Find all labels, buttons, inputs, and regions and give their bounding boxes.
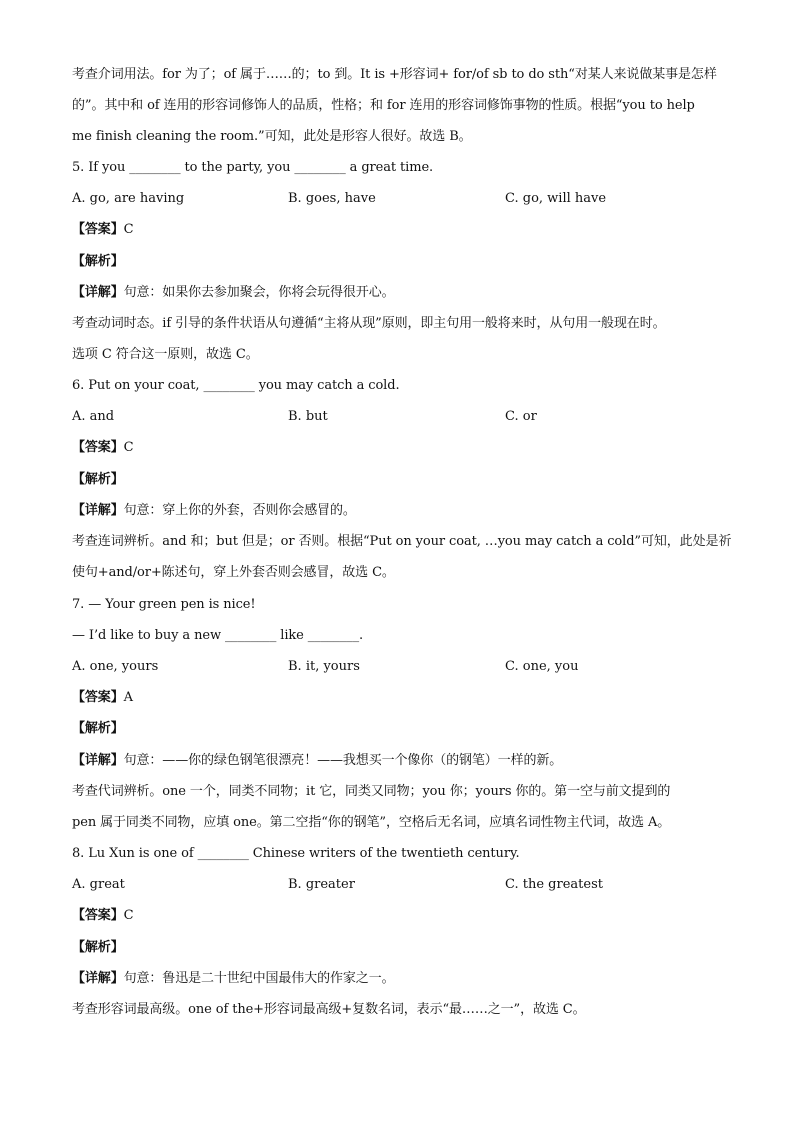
option-c: C. or: [505, 409, 537, 424]
question-7-explain-2: pen 属于同类不同物，应填 one。第二空指“你的钢笔”，空格后无名词，应填名词性物主代词，故选 A。: [72, 815, 671, 830]
analysis-tag: 【解析】: [72, 254, 124, 269]
option-a: A. one, yours: [72, 659, 159, 674]
question-8-detail: [72, 970, 722, 988]
detail-tag: 【详解】: [72, 503, 124, 518]
answer-tag: 【答案】: [72, 440, 124, 455]
question-7-stem-2: — I’d like to buy a new ________ like ________.: [72, 628, 364, 643]
question-7-analysis-tag: [72, 720, 722, 738]
question-7-stem-1: 7. — Your green pen is nice!: [72, 597, 256, 612]
option-a: A. great: [72, 877, 125, 892]
detail-text: 句意：鲁迅是二十世纪中国最伟大的作家之一。: [123, 971, 395, 986]
question-8-options: [72, 876, 732, 894]
question-8-answer: [72, 907, 722, 925]
option-b: B. it, yours: [288, 659, 360, 674]
question-6-detail: [72, 502, 722, 520]
question-8-stem: 8. Lu Xun is one of ________ Chinese writers of the twentieth century.: [72, 846, 520, 861]
option-c: C. one, you: [505, 659, 579, 674]
question-6-analysis-tag: [72, 471, 722, 489]
option-b: B. goes, have: [288, 191, 376, 206]
question-6-stem: 6. Put on your coat, ________ you may catch a cold.: [72, 378, 400, 393]
analysis-tag: 【解析】: [72, 472, 124, 487]
option-b: B. greater: [288, 877, 355, 892]
detail-tag: 【详解】: [72, 285, 124, 300]
detail-text: 句意：如果你去参加聚会，你将会玩得很开心。: [123, 285, 395, 300]
analysis-tag: 【解析】: [72, 721, 124, 736]
detail-tag: 【详解】: [72, 971, 124, 986]
question-6-explain-1: 考查连词辨析。and 和；but 但是；or 否则。根据“Put on your coat, …you may catch a cold”可知，此处是祈: [72, 534, 732, 549]
question-6-answer: [72, 439, 722, 457]
option-b: B. but: [288, 409, 328, 424]
question-6-explain-2: 使句+and/or+陈述句，穿上外套否则会感冒，故选 C。: [72, 565, 395, 580]
answer-value: C: [123, 440, 134, 455]
question-7-detail: [72, 752, 722, 770]
detail-tag: 【详解】: [72, 753, 124, 768]
answer-value: A: [123, 690, 133, 705]
question-7-options: [72, 658, 732, 676]
answer-tag: 【答案】: [72, 690, 124, 705]
question-5-explain-1: 考查动词时态。if 引导的条件状语从句遵循“主将从现”原则，即主句用一般将来时，从句用一般现在时。: [72, 316, 666, 331]
option-a: A. go, are having: [72, 191, 185, 206]
answer-value: C: [123, 908, 134, 923]
question-5-explain-2: 选项 C 符合这一原则，故选 C。: [72, 347, 259, 362]
question-5-analysis-tag: [72, 253, 722, 271]
intro-line-3: me finish cleaning the room.”可知，此处是形容人很好。故选 B。: [72, 129, 472, 144]
question-5-detail: [72, 284, 722, 302]
option-c: C. go, will have: [505, 191, 607, 206]
intro-line-2: 的”。其中和 of 连用的形容词修饰人的品质，性格；和 for 连用的形容词修饰事物的性质。根据“you to help: [72, 98, 695, 113]
detail-text: 句意：——你的绿色钢笔很漂亮！——我想买一个像你（的钢笔）一样的新。: [123, 753, 563, 768]
answer-tag: 【答案】: [72, 908, 124, 923]
answer-tag: 【答案】: [72, 222, 124, 237]
option-a: A. and: [72, 409, 115, 424]
intro-line-1: 考查介词用法。for 为了；of 属于……的；to 到。It is +形容词+ for/of sb to do sth“对某人来说做某事是怎样: [72, 67, 717, 82]
option-c: C. the greatest: [505, 877, 603, 892]
question-8-analysis-tag: [72, 939, 722, 957]
detail-text: 句意：穿上你的外套，否则你会感冒的。: [123, 503, 356, 518]
question-6-options: [72, 408, 732, 426]
question-5-answer: [72, 221, 722, 239]
analysis-tag: 【解析】: [72, 940, 124, 955]
question-5-options: [72, 190, 732, 208]
answer-value: C: [123, 222, 134, 237]
question-7-answer: [72, 689, 722, 707]
question-8-explain-1: 考查形容词最高级。one of the+形容词最高级+复数名词，表示“最……之一”，故选 C。: [72, 1002, 586, 1017]
question-5-stem: 5. If you ________ to the party, you ________ a great time.: [72, 160, 434, 175]
question-7-explain-1: 考查代词辨析。one 一个，同类不同物；it 它，同类又同物；you 你；yours 你的。第一空与前文提到的: [72, 784, 671, 799]
